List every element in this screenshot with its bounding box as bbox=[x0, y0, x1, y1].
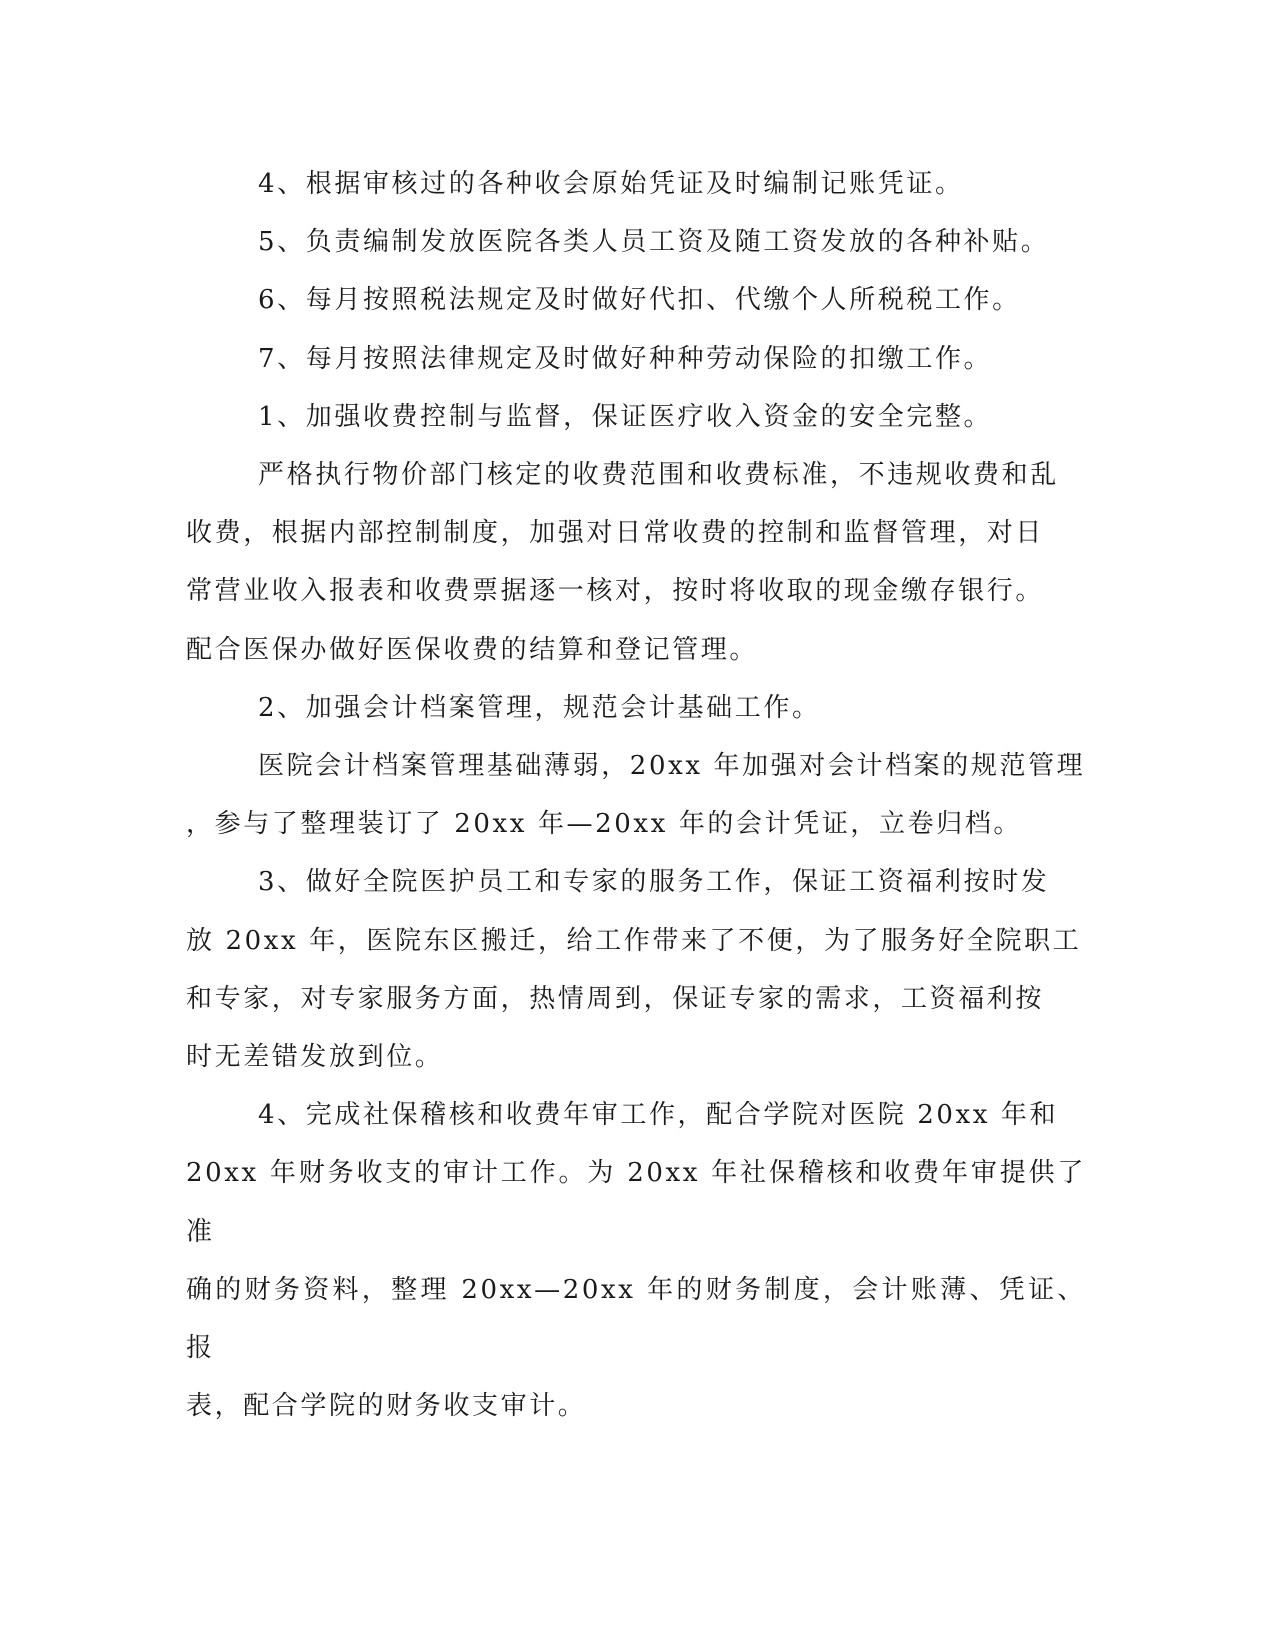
paragraph: 严格执行物价部门核定的收费范围和收费标准，不违规收费和乱 收费，根据内部控制制度，加强对日常收费的控制和监督管理，对日 常营业收入报表和收费票据逐一核对，按时将收取的现金缴存银行。 配合医保办做好医保收费的结算和登记管理。 bbox=[186, 460, 1059, 665]
paragraph: 5、负责编制发放医院各类人员工资及随工资发放的各种补贴。 bbox=[258, 227, 1050, 258]
paragraph: 医院会计档案管理基础薄弱，20xx 年加强对会计档案的规范管理 ，参与了整理装订了 20xx 年—20xx 年的会计凭证，立卷归档。 bbox=[186, 751, 1086, 840]
paragraph: 4、完成社保稽核和收费年审工作，配合学院对医院 20xx 年和 20xx 年财务收支的审计工作。为 20xx 年社保稽核和收费年审提供了准 确的财务资料，整理 20xx—20xx 年的财务制度，会计账薄、凭证、报 表，配合学院的财务收支审计。 bbox=[186, 1100, 1086, 1422]
paragraph: 4、根据审核过的各种收会原始凭证及时编制记账凭证。 bbox=[258, 169, 964, 199]
paragraph: 3、做好全院医护员工和专家的服务工作，保证工资福利按时发 放 20xx 年，医院东区搬迁，给工作带来了不便，为了服务好全院职工 和专家，对专家服务方面，热情周到，保证专家的需求，工资福利按 时无差错发放到位。 bbox=[186, 867, 1082, 1073]
document-body bbox=[186, 155, 1086, 1435]
paragraph: 6、每月按照税法规定及时做好代扣、代缴个人所税税工作。 bbox=[258, 285, 1021, 316]
paragraph: 7、每月按照法律规定及时做好种种劳动保险的扣缴工作。 bbox=[258, 343, 993, 374]
paragraph: 2、加强会计档案管理，规范会计基础工作。 bbox=[258, 692, 821, 723]
paragraph: 1、加强收费控制与监督，保证医疗收入资金的安全完整。 bbox=[258, 401, 993, 432]
